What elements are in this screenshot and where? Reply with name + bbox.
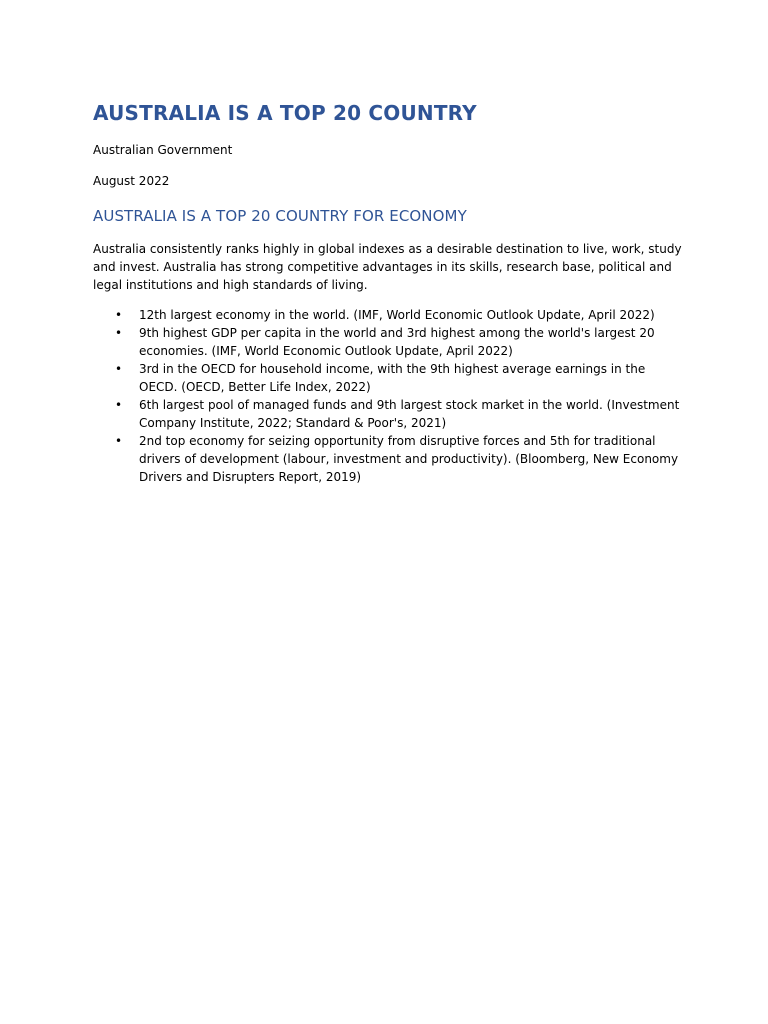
- section-heading: AUSTRALIA IS A TOP 20 COUNTRY FOR ECONOMY: [93, 207, 467, 225]
- list-item: [93, 360, 683, 396]
- document-date: August 2022: [93, 174, 170, 188]
- document-title: AUSTRALIA IS A TOP 20 COUNTRY: [93, 101, 477, 125]
- list-item: [93, 306, 683, 324]
- bullet-icon: •: [115, 434, 123, 448]
- list-item: [93, 324, 683, 360]
- document-author: Australian Government: [93, 143, 233, 157]
- bullet-icon: •: [115, 326, 123, 340]
- list-item-text: 3rd in the OECD for household income, with the 9th highest average earnings in the OECD. (OECD, Better Life Index, 2022): [139, 362, 646, 394]
- stats-list: [93, 306, 683, 486]
- list-item-text: 9th highest GDP per capita in the world and 3rd highest among the world's largest 20 economies. (IMF, World Economic Outlook Update, April 2022): [139, 326, 655, 358]
- list-item-text: 6th largest pool of managed funds and 9th largest stock market in the world. (Investment Company Institute, 2022; Standard & Poor's, 2021): [139, 398, 680, 430]
- list-item: [93, 432, 683, 486]
- list-item: [93, 396, 683, 432]
- bullet-icon: •: [115, 308, 123, 322]
- bullet-icon: •: [115, 362, 123, 376]
- list-item-text: 2nd top economy for seizing opportunity from disruptive forces and 5th for traditional drivers of development (labour, investment and productivity). (Bloomberg, New Economy Drivers and Disrupters Report, 2019): [139, 434, 679, 484]
- document-page: [93, 100, 683, 486]
- intro-paragraph: Australia consistently ranks highly in global indexes as a desirable destination to live, work, study and invest. Australia has strong competitive advantages in its skills, research base, political and legal institutions and high standards of living.: [93, 242, 682, 292]
- bullet-icon: •: [115, 398, 123, 412]
- list-item-text: 12th largest economy in the world. (IMF, World Economic Outlook Update, April 2022): [139, 308, 655, 322]
